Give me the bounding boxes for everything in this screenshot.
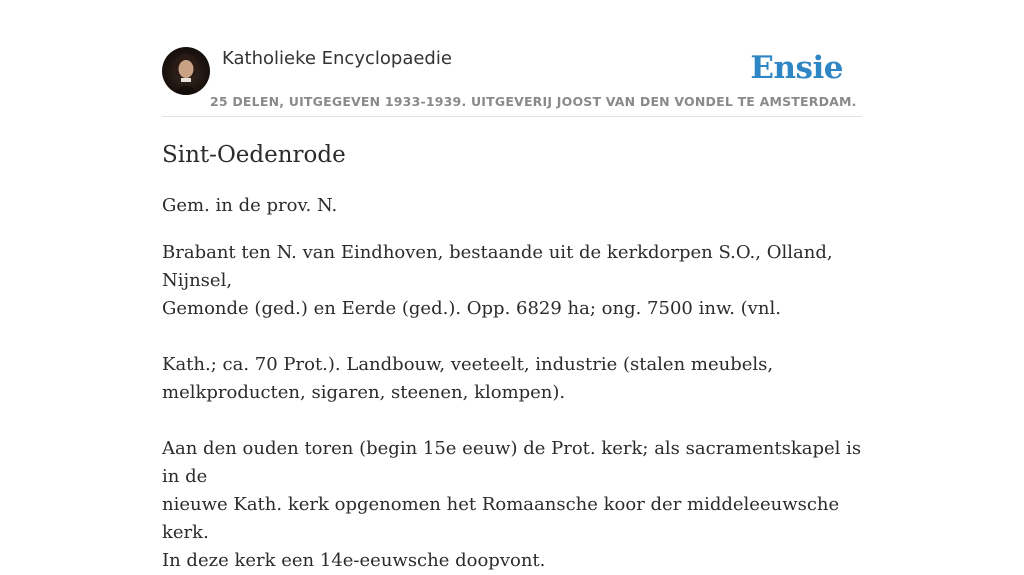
publication-subtitle: 25 DELEN, UITGEGEVEN 1933-1939. UITGEVERIJ JOOST VAN DEN VONDEL TE AMSTERDAM. xyxy=(210,94,857,109)
brand-logo[interactable]: Ensie xyxy=(750,50,843,86)
article-title: Sint-Oedenrode xyxy=(162,142,346,168)
publication-title[interactable]: Katholieke Encyclopaedie xyxy=(222,48,452,69)
portrait-avatar[interactable] xyxy=(162,47,210,95)
article-paragraph: Brabant ten N. van Eindhoven, bestaande uit de kerkdorpen S.O., Olland, Nijnsel, Gemonde (ged.) en Eerde (ged.). Opp. 6829 ha; ong. 7500 inw. (vnl. Kath.; ca. 70 Prot.). Landbouw, veeteelt, industrie (stalen meubels, melkproducten, sigaren, steenen, klompen). Aan den ouden toren (begin 15e eeuw) de Prot. kerk; als sacramentskapel is in de nieuwe Kath. kerk opgenomen het Romaansche koor der middeleeuwsche kerk. In deze kerk een 14e-eeuwsche doopvont. xyxy=(162,242,862,571)
site-header xyxy=(162,46,862,117)
article-paragraph: Gem. in de prov. N. xyxy=(162,195,338,216)
article xyxy=(162,138,862,575)
portrait-icon xyxy=(162,47,210,95)
